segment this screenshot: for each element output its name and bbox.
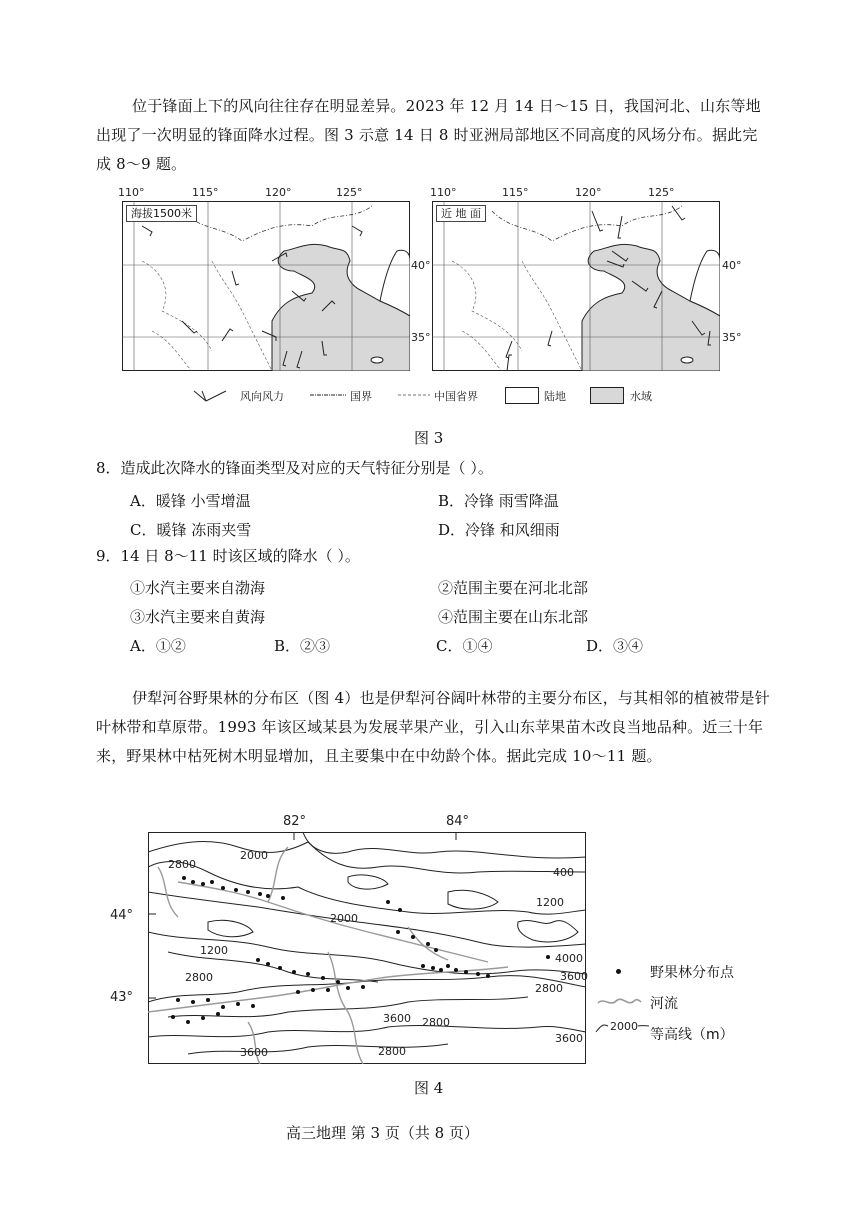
- fig3-lat-tick-40: 40°: [411, 259, 431, 272]
- contour-label: 4000: [555, 952, 583, 965]
- fig3r-lon-tick-125: 125°: [648, 186, 675, 199]
- figure-4-caption: 图 4: [414, 1079, 444, 1097]
- fig3r-lon-tick-110: 110°: [430, 186, 457, 199]
- q9-option-d[interactable]: D．③④: [586, 637, 644, 655]
- wind-barb-legend-icon: [192, 387, 232, 403]
- fig4-lat-tick-44: 44°: [110, 908, 134, 923]
- q9-statement-1: ①水汽主要来自渤海: [130, 579, 266, 597]
- fig3-lon-tick-125: 125°: [336, 186, 363, 199]
- q9-option-b[interactable]: B．②③: [274, 637, 331, 655]
- contour-label: 3600: [555, 1032, 583, 1045]
- fig3-left-map: [122, 201, 410, 371]
- fig3-lat-tick-35: 35°: [411, 331, 431, 344]
- fig3-lon-tick-120: 120°: [265, 186, 292, 199]
- q8-option-b[interactable]: B．冷锋 雨雪降温: [438, 492, 559, 510]
- fig4-lon-tick-84: 84°: [446, 814, 470, 829]
- q9-statement-4: ④范围主要在山东北部: [438, 608, 589, 626]
- q9-statement-2: ②范围主要在河北北部: [438, 579, 589, 597]
- fig3r-lon-tick-115: 115°: [502, 186, 529, 199]
- fig3r-lat-tick-35: 35°: [722, 331, 742, 344]
- contour-label: 400: [553, 866, 574, 879]
- legend-land: 陆地: [544, 390, 566, 403]
- page-footer: 高三地理 第 3 页（共 8 页）: [286, 1124, 479, 1142]
- intro-paragraph-1: 位于锋面上下的风向往往存在明显差异。2023 年 12 月 14 日～15 日，我国河北、山东等地出现了一次明显的锋面降水过程。图 3 示意 14 日 8 时亚洲局部地区不同高度的风场分布。据此完成 8～9 题。: [96, 97, 761, 173]
- legend-fruit-points: 野果林分布点: [650, 965, 734, 981]
- river-legend-icon: [596, 995, 642, 1009]
- fig3-right-panel-label: 近 地 面: [436, 205, 486, 222]
- fig3r-lat-tick-40: 40°: [722, 259, 742, 272]
- legend-province-border: 中国省界: [434, 390, 478, 403]
- contour-label: 2800: [378, 1045, 406, 1058]
- contour-legend-value: 2000: [610, 1020, 638, 1033]
- q8-option-a[interactable]: A．暖锋 小雪增温: [130, 492, 251, 510]
- fig3-lon-tick-110: 110°: [118, 186, 145, 199]
- contour-label: 2800: [535, 982, 563, 995]
- question-8-stem: 8．造成此次降水的锋面类型及对应的天气特征分别是（ ）。: [96, 459, 493, 477]
- contour-label: 2000: [240, 849, 268, 862]
- q8-option-c[interactable]: C．暖锋 冻雨夹雪: [130, 521, 252, 539]
- figure-3-caption: 图 3: [414, 429, 444, 447]
- fig3-right-map: [432, 201, 720, 371]
- fig3-lon-tick-115: 115°: [192, 186, 219, 199]
- legend-contour: 等高线（m）: [650, 1027, 734, 1043]
- land-legend-swatch: [505, 387, 539, 404]
- island: [371, 357, 383, 363]
- legend-wind: 风向风力: [240, 390, 284, 403]
- fig3-left-panel-label: 海拔1500米: [126, 205, 197, 222]
- contour-label: 3600: [560, 970, 588, 983]
- q9-statement-3: ③水汽主要来自黄海: [130, 608, 266, 626]
- contour-label: 3600: [240, 1046, 268, 1059]
- fig3r-lon-tick-120: 120°: [575, 186, 602, 199]
- province-border-legend-icon: [398, 390, 430, 400]
- contour-label: 3600: [383, 1012, 411, 1025]
- q8-option-d[interactable]: D．冷锋 和风细雨: [438, 521, 560, 539]
- fig4-lat-tick-43: 43°: [110, 990, 134, 1005]
- legend-national-border: 国界: [350, 390, 372, 403]
- contour-label: 1200: [200, 944, 228, 957]
- contour-label: 2800: [185, 971, 213, 984]
- contour-label: 1200: [536, 896, 564, 909]
- water-legend-swatch: [590, 387, 624, 404]
- q9-option-c[interactable]: C．①④: [436, 637, 493, 655]
- q9-option-a[interactable]: A．①②: [130, 637, 186, 655]
- fig4-lon-tick-82: 82°: [283, 814, 307, 829]
- legend-water: 水域: [630, 390, 652, 403]
- legend-river: 河流: [650, 996, 678, 1012]
- contour-label: 2800: [168, 858, 196, 871]
- intro-paragraph-2: 伊犁河谷野果林的分布区（图 4）也是伊犁河谷阔叶林带的主要分布区，与其相邻的植被带是针叶林带和草原带。1993 年该区域某县为发展苹果产业，引入山东苹果苗木改良当地品种。近三十年来，野果林中枯死树木明显增加，且主要集中在中幼龄个体。据此完成 10～11 题。: [96, 689, 770, 765]
- contour-label: 2000: [330, 912, 358, 925]
- question-9-stem: 9．14 日 8～11 时该区域的降水（ ）。: [96, 547, 360, 565]
- national-border-legend-icon: [310, 390, 346, 400]
- contour-label: 2800: [422, 1016, 450, 1029]
- fruit-point-legend-icon: [616, 969, 621, 974]
